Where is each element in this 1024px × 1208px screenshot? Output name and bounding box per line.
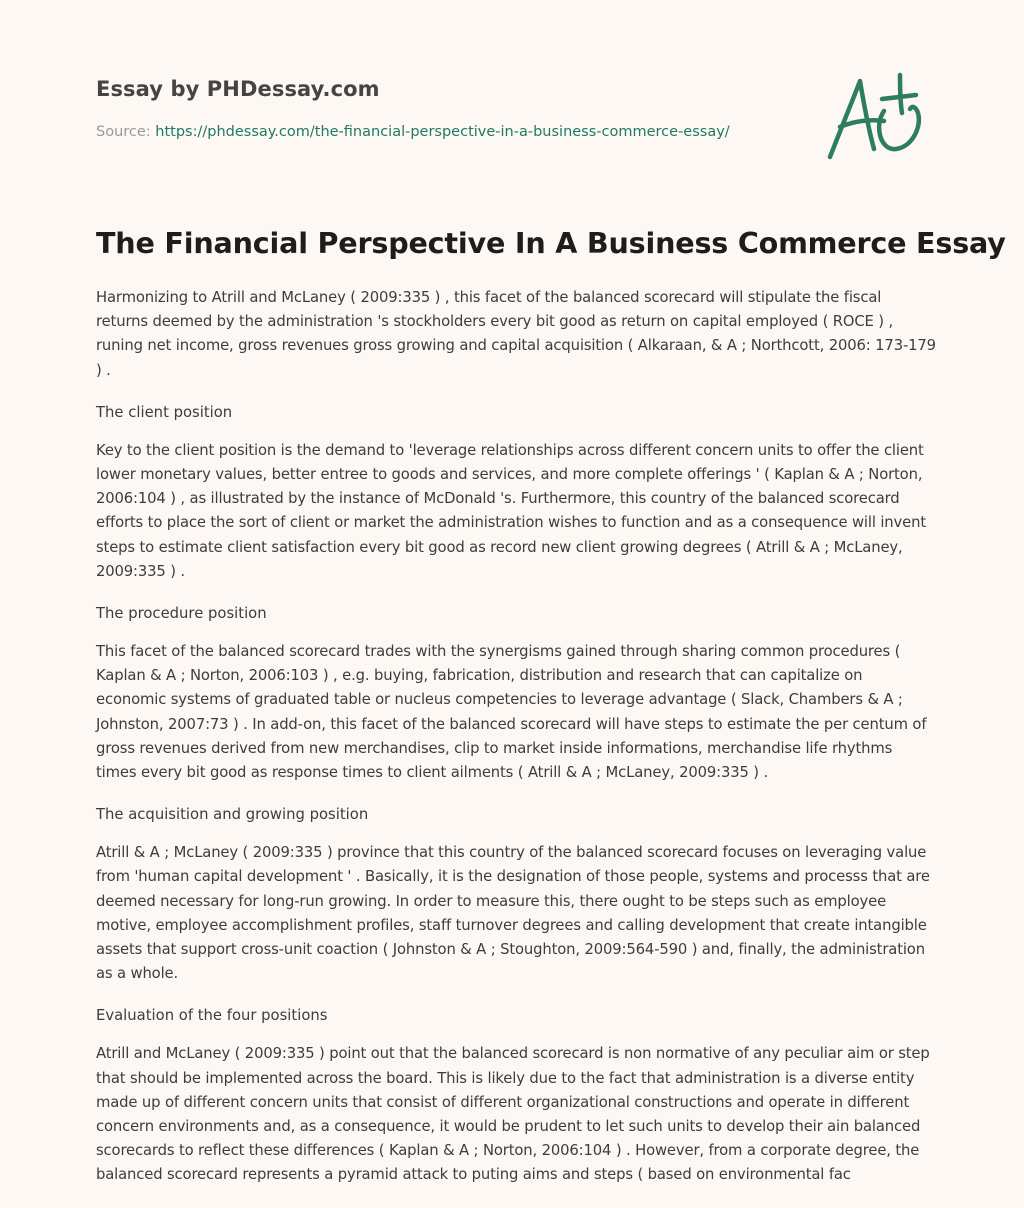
site-header: [96, 77, 928, 187]
essay-title: The Financial Perspective In A Business Commerce Essay: [96, 226, 1006, 260]
essay-body: [96, 286, 936, 1208]
intro-paragraph: Harmonizing to Atrill and McLaney ( 2009:335 ) , this facet of the balanced scorecard will stipulate the fiscal returns deemed by the administration 's stockholders every bit good as return on capital employed ( ROCE ) , runing net income, gross revenues gross growing and capital acquisition ( Alkaraan, & A ; Northcott, 2006: 173-179 ) .: [96, 289, 936, 379]
source-label: Source:: [96, 124, 151, 140]
section-heading: The acquisition and growing position: [96, 806, 369, 824]
source-line: [96, 124, 730, 140]
site-brand: Essay by PHDessay.com: [96, 77, 380, 101]
section-heading: Evaluation of the four positions: [96, 1007, 328, 1025]
source-link[interactable]: https://phdessay.com/the-financial-perspective-in-a-business-commerce-essay/: [155, 124, 730, 140]
a-plus-logo-icon: [824, 69, 928, 165]
section-paragraph: Atrill & A ; McLaney ( 2009:335 ) province that this country of the balanced scorecard focuses on leveraging value from 'human capital development ' . Basically, it is the designation of those people, systems and processs that are deemed necessary for long-run growing. In order to measure this, there ought to be steps such as employee motive, employee accomplishment profiles, staff turnover degrees and calling development that create intangible assets that support cross-unit coaction ( Johnston & A ; Stoughton, 2009:564-590 ) and, finally, the administration as a whole.: [96, 844, 930, 983]
section-paragraph: Key to the client position is the demand to 'leverage relationships across different concern units to offer the client lower monetary values, better entree to goods and services, and more complete offerings ' ( Kaplan & A ; Norton, 2006:104 ) , as illustrated by the instance of McDonald 's. Furthermore, this country of the balanced scorecard efforts to place the sort of client or market the administration wishes to function and as a consequence will invent steps to estimate client satisfaction every bit good as record new client growing degrees ( Atrill & A ; McLaney, 2009:335 ) .: [96, 441, 926, 580]
section-heading: The procedure position: [96, 605, 267, 623]
section-paragraph: This facet of the balanced scorecard trades with the synergisms gained through sharing common procedures ( Kaplan & A ; Norton, 2006:103 ) , e.g. buying, fabrication, distribution and research that can capitalize on economic systems of graduated table or nucleus competencies to leverage advantage ( Slack, Chambers & A ; Johnston, 2007:73 ) . In add-on, this facet of the balanced scorecard will have steps to estimate the per centum of gross revenues derived from new merchandises, clip to market inside informations, merchandise life rhythms times every bit good as response times to client ailments ( Atrill & A ; McLaney, 2009:335 ) .: [96, 643, 927, 782]
section-heading: The client position: [96, 403, 233, 421]
section-paragraph: Atrill and McLaney ( 2009:335 ) point out that the balanced scorecard is non normative of any peculiar aim or step that should be implemented across the board. This is likely due to the fact that administration is a diverse entity made up of different concern units that consist of different organizational constructions and operate in different concern environments and, as a consequence, it would be prudent to let such units to develop their ain balanced scorecards to reflect these differences ( Kaplan & A ; Norton, 2006:104 ) . However, from a corporate degree, the balanced scorecard represents a pyramid attack to puting aims and steps ( based on environmental fac: [96, 1045, 930, 1184]
